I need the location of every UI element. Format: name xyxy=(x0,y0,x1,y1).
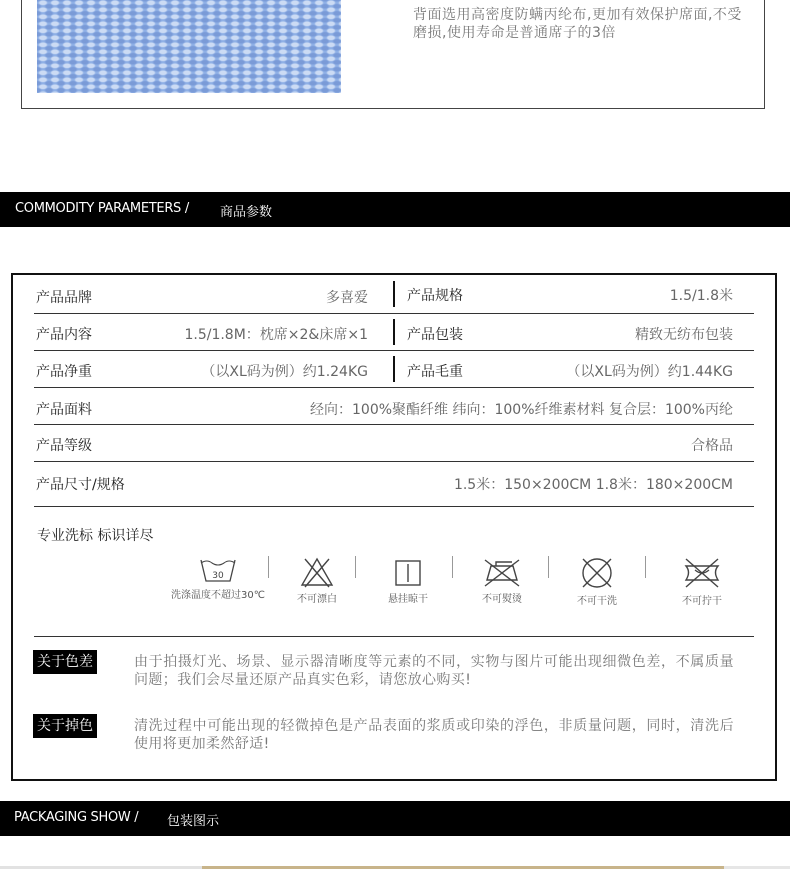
content-label: 产品内容 xyxy=(36,327,92,343)
fading-text: 清洗过程中可能出现的轻微掉色是产品表面的浆质或印染的浮色，非质量问题，同时，清洗后使用将更加柔然舒适! xyxy=(134,718,734,752)
net-weight-label: 产品净重 xyxy=(36,364,92,380)
param-row-fabric xyxy=(34,387,754,425)
care-item-wash xyxy=(165,556,271,601)
hang-dry-icon xyxy=(393,558,423,588)
care-label: 不可干洗 xyxy=(577,596,617,607)
fabric-value: 经向：100%聚酯纤维 纬向：100%纤维素材料 复合层：100%丙纶 xyxy=(310,402,733,418)
header-cn: 商品参数 xyxy=(220,205,273,220)
care-divider xyxy=(645,556,646,578)
param-row-brand xyxy=(34,277,754,314)
care-title: 专业洗标 标识详尽 xyxy=(37,528,154,544)
care-item-no-bleach xyxy=(280,556,354,605)
package-value: 精致无纺布包装 xyxy=(635,327,733,343)
brand-value: 多喜爱 xyxy=(326,290,368,306)
net-weight-value: （以XL码为例）约1.24KG xyxy=(201,364,368,380)
care-item-no-dry-clean xyxy=(562,556,632,607)
fabric-description: 背面选用高密度防螨丙纶布,更加有效保护席面,不受磨损,使用寿命是普通席子的3倍 xyxy=(413,7,742,41)
brand-label: 产品品牌 xyxy=(36,290,92,306)
care-label: 不可漂白 xyxy=(297,594,337,605)
column-divider xyxy=(393,319,395,345)
no-iron-icon xyxy=(482,556,522,588)
spec-label: 产品规格 xyxy=(407,288,463,304)
care-label: 不可熨烫 xyxy=(482,594,522,605)
care-item-hang-dry xyxy=(368,558,448,605)
care-label: 悬挂晾干 xyxy=(388,594,428,605)
care-divider xyxy=(355,556,356,578)
fading-tag: 关于掉色 xyxy=(33,714,97,738)
size-label: 产品尺寸/规格 xyxy=(36,477,125,493)
grade-value: 合格品 xyxy=(691,438,733,454)
param-row-size xyxy=(34,461,754,507)
commodity-parameters-header xyxy=(0,192,790,227)
header-en: PACKAGING SHOW / xyxy=(14,810,139,825)
header-en: COMMODITY PARAMETERS / xyxy=(15,201,189,216)
gross-weight-label: 产品毛重 xyxy=(407,364,463,380)
care-divider xyxy=(548,556,549,578)
color-diff-text: 由于拍摄灯光、场景、显示器清晰度等元素的不同，实物与图片可能出现细微色差，不属质量问题；我们会尽量还原产品真实色彩，请您放心购买! xyxy=(134,654,734,688)
notes-divider xyxy=(34,636,754,637)
gross-weight-value: （以XL码为例）约1.44KG xyxy=(566,364,733,380)
care-label: 洗涤温度不超过30℃ xyxy=(171,590,265,601)
content-value: 1.5/1.8M：枕席×2&床席×1 xyxy=(184,327,368,343)
wash-30-icon xyxy=(198,556,238,584)
param-row-grade xyxy=(34,424,754,462)
wash-temp-text: 30 xyxy=(212,571,224,581)
care-divider xyxy=(268,556,269,578)
no-bleach-icon xyxy=(299,556,335,588)
color-diff-tag: 关于色差 xyxy=(33,650,97,674)
header-cn: 包装图示 xyxy=(167,814,220,829)
care-item-no-wring xyxy=(668,556,736,607)
param-row-weight xyxy=(34,350,754,388)
size-value: 1.5米：150×200CM 1.8米：180×200CM xyxy=(453,477,733,493)
care-item-no-iron xyxy=(466,556,538,605)
param-row-content xyxy=(34,313,754,351)
column-divider xyxy=(393,356,395,382)
package-label: 产品包装 xyxy=(407,327,463,343)
no-wring-icon xyxy=(683,556,721,590)
packaging-show-header xyxy=(0,801,790,836)
no-dry-clean-icon xyxy=(579,556,615,590)
fabric-label: 产品面料 xyxy=(36,402,92,418)
care-divider xyxy=(452,556,453,578)
fabric-back-image xyxy=(37,0,341,93)
care-label: 不可拧干 xyxy=(682,596,722,607)
spec-value: 1.5/1.8米 xyxy=(669,288,733,304)
grade-label: 产品等级 xyxy=(36,438,92,454)
column-divider xyxy=(393,281,395,307)
